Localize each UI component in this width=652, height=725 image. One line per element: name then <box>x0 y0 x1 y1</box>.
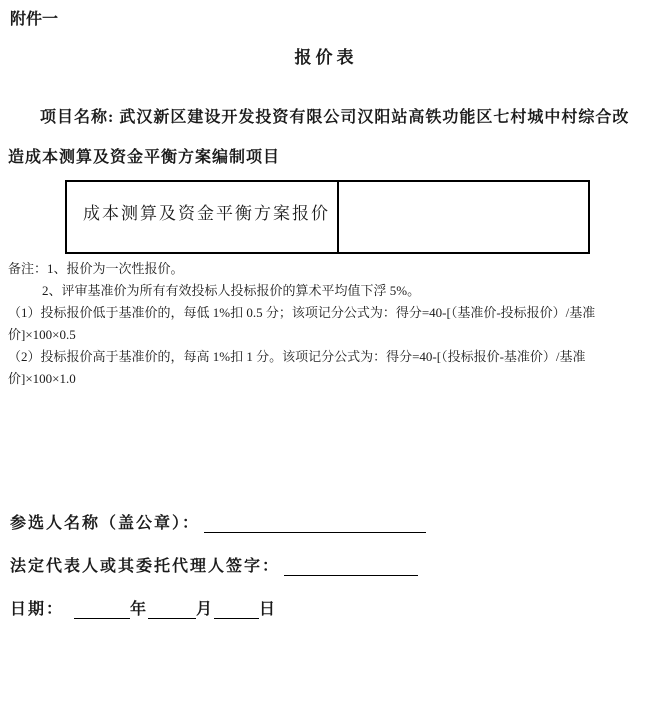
participant-name-line <box>10 510 652 536</box>
date-year-blank[interactable] <box>74 599 130 619</box>
quote-table <box>65 180 590 254</box>
year-label: 年 <box>130 601 149 618</box>
note-clause-1: （1）投标报价低于基准价的，每低 1%扣 0.5 分；该项记分公式为：得分=40-[（基准价-投标报价）/基准价]×100×0.5 <box>8 305 596 342</box>
notes-label: 备注： <box>8 261 48 276</box>
date-month-blank[interactable] <box>148 599 196 619</box>
participant-name-blank[interactable] <box>204 513 426 533</box>
signature-section <box>10 510 652 622</box>
date-day-blank[interactable] <box>214 599 259 619</box>
representative-sign-label: 法定代表人或其委托代理人签字： <box>10 558 281 575</box>
attachment-label: 附件一 <box>10 11 59 28</box>
notes-section <box>0 258 648 390</box>
month-label: 月 <box>196 601 215 618</box>
note-clause-2: （2）投标报价高于基准价的，每高 1%扣 1 分。该项记分公式为：得分=40-[（投标报价-基准价）/基准价]×100×1.0 <box>8 349 586 386</box>
note-item-2: 2、评审基准价为所有有效投标人投标报价的算术平均值下浮 5%。 <box>42 283 421 298</box>
date-line <box>10 596 652 622</box>
representative-signature-line <box>10 553 652 579</box>
participant-name-label: 参选人名称（盖公章）： <box>10 515 201 532</box>
day-label: 日 <box>259 601 278 618</box>
project-name: 项目名称: 武汉新区建设开发投资有限公司汉阳站高铁功能区七村城中村综合改造成本测算及资金平衡方案编制项目 <box>8 109 630 166</box>
note-item-1-text: 1、报价为一次性报价。 <box>47 261 184 276</box>
representative-signature-blank[interactable] <box>284 556 418 576</box>
note-item-1 <box>8 258 648 280</box>
date-label: 日期： <box>10 601 65 618</box>
table-row <box>66 181 589 253</box>
quote-item-label: 成本测算及资金平衡方案报价 <box>66 181 338 253</box>
page-title: 报价表 <box>294 48 358 67</box>
quote-value-cell[interactable] <box>338 181 589 253</box>
